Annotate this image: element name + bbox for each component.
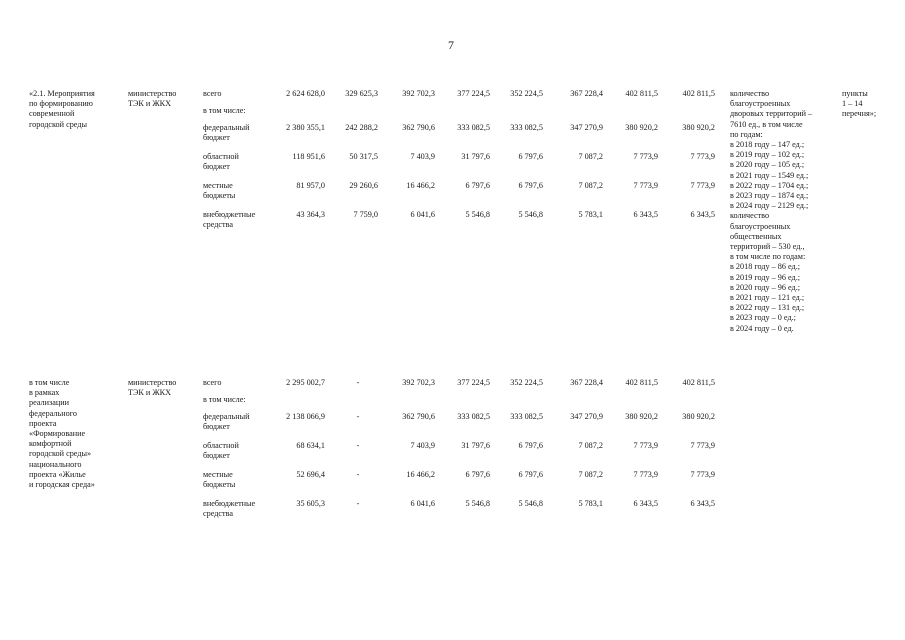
block2-name-line: реализации <box>29 398 70 408</box>
block2-row-label-line: в том числе: <box>203 395 246 404</box>
block2-name-line: в том числе <box>29 378 70 387</box>
block2-cell: 2 138 066,9 <box>286 412 325 421</box>
block2-row-label-line: бюджет <box>203 451 230 461</box>
block2-cell: - <box>356 378 360 387</box>
block2-executor-line: ТЭК и ЖКХ <box>128 388 172 398</box>
block2-cell: 380 920,2 <box>625 412 658 421</box>
block1-cell: 402 811,5 <box>625 89 658 98</box>
block2-cell: 6 797,6 <box>518 470 543 479</box>
block1-indicator-line: в 2023 году – 0 ед.; <box>730 313 796 323</box>
block1-row-label-line: всего <box>203 89 222 98</box>
block1-cell: 7 773,9 <box>633 152 658 161</box>
block1-cell: 7 759,0 <box>353 210 378 219</box>
block1-name-line: «2.1. Мероприятия <box>29 89 95 98</box>
block2-name-line: национального <box>29 459 82 469</box>
block1-points-line: пункты <box>842 89 868 98</box>
block1-executor-line: министерство <box>128 89 177 98</box>
block1-row-label-line: бюджет <box>203 133 230 143</box>
block1-indicator-line: благоустроенных <box>730 221 791 231</box>
block1-indicator-line: в 2022 году – 1704 ед.; <box>730 180 809 190</box>
block2-name-line: «Формирование <box>29 429 86 438</box>
block1-indicator-line: в 2019 году – 96 ед.; <box>730 272 801 282</box>
block2-name-line: городской среды» <box>29 449 92 459</box>
block2-cell: 362 790,6 <box>402 412 435 421</box>
block1-indicator-line: общественных <box>730 231 782 241</box>
block2-cell: - <box>356 441 360 450</box>
block1-cell: 392 702,3 <box>402 89 435 98</box>
block1-row-label-line: внебюджетные <box>203 210 256 219</box>
block1-row-label-line: в том числе: <box>203 106 246 115</box>
block1-cell: 402 811,5 <box>682 89 715 98</box>
block2-cell: 2 295 002,7 <box>286 378 325 387</box>
block2-row-label-line: внебюджетные <box>203 499 256 508</box>
block1-row-label-line: бюджеты <box>203 191 236 201</box>
block1-cell: 5 546,8 <box>518 210 543 219</box>
block1-cell: 6 797,6 <box>518 152 543 161</box>
block1-cell: 7 773,9 <box>690 152 715 161</box>
block1-indicator-line: в 2024 году – 2129 ед.; <box>730 201 809 211</box>
block1-cell: 6 343,5 <box>633 210 658 219</box>
block2-cell: 6 343,5 <box>690 499 715 508</box>
block1-cell: 6 041,6 <box>410 210 435 219</box>
block1-indicator-line: в 2021 году – 121 ед.; <box>730 293 805 302</box>
block1-name-line: по формированию <box>29 99 93 109</box>
block1-row-label-line: областной <box>203 152 239 161</box>
block2-cell: 333 082,5 <box>510 412 543 421</box>
block2-row-label-line: федеральный <box>203 412 250 421</box>
block2-cell: 367 228,4 <box>570 378 603 387</box>
block2-cell: 377 224,5 <box>457 378 490 387</box>
block1-cell: 2 380 355,1 <box>286 123 325 132</box>
block1-cell: 6 797,6 <box>465 181 490 190</box>
block1-indicator-line: количество <box>730 211 770 221</box>
block1-cell: 380 920,2 <box>625 123 658 132</box>
block2-cell: 7 773,9 <box>690 470 715 479</box>
block2-row-label-line: областной <box>203 441 239 450</box>
block1-cell: 333 082,5 <box>457 123 490 132</box>
block2-cell: 7 087,2 <box>578 470 603 479</box>
block2-cell: 68 634,1 <box>296 441 325 450</box>
block2-cell: 6 797,6 <box>465 470 490 479</box>
block2-cell: 7 773,9 <box>690 441 715 450</box>
block2-row-label-line: местные <box>203 470 233 479</box>
block1-indicator-line: в 2020 году – 96 ед.; <box>730 282 801 292</box>
block2-cell: 402 811,5 <box>682 378 715 387</box>
block2-cell: 7 773,9 <box>633 441 658 450</box>
block1-cell: 5 783,1 <box>578 210 603 219</box>
block1-indicator-line: в 2020 году – 105 ед.; <box>730 160 805 170</box>
block1-cell: 6 797,6 <box>518 181 543 190</box>
block1-cell: 347 270,9 <box>570 123 603 132</box>
block1-indicator-line: в 2019 году – 102 ед.; <box>730 150 805 160</box>
block1-cell: 7 087,2 <box>578 181 603 190</box>
block2-executor-line: министерство <box>128 378 177 387</box>
block2-row-label-line: бюджет <box>203 422 230 432</box>
block1-cell: 7 403,9 <box>410 152 435 161</box>
block2-cell: - <box>356 470 360 479</box>
block2-name-line: проекта <box>29 418 57 428</box>
block2-cell: 347 270,9 <box>570 412 603 421</box>
block2-cell: 6 797,6 <box>518 441 543 450</box>
block1-cell: 2 624 628,0 <box>286 89 325 98</box>
block1-indicator-line: в 2018 году – 86 ед.; <box>730 262 801 272</box>
block1-indicator-line: по годам: <box>730 129 763 139</box>
block2-cell: 392 702,3 <box>402 378 435 387</box>
block1-points-line: 1 – 14 <box>842 99 863 109</box>
block2-cell: 402 811,5 <box>625 378 658 387</box>
block2-cell: 7 403,9 <box>410 441 435 450</box>
block2-name-line: проекта «Жилье <box>29 469 86 479</box>
block2-cell: 6 041,6 <box>410 499 435 508</box>
block1-row-label-line: местные <box>203 181 233 190</box>
block2-cell: 35 605,3 <box>296 499 325 508</box>
block1-cell: 242 288,2 <box>345 123 378 132</box>
block1-cell: 362 790,6 <box>402 123 435 132</box>
block1-points-line: перечня»; <box>842 109 877 119</box>
block1-indicator-line: в 2018 году – 147 ед.; <box>730 140 805 149</box>
block1-name-line: городской среды <box>29 119 88 129</box>
block2-cell: 6 343,5 <box>633 499 658 508</box>
block1-indicator-line: в 2022 году – 131 ед.; <box>730 303 805 313</box>
block1-cell: 81 957,0 <box>296 181 325 190</box>
block1-indicator-line: в том числе по годам: <box>730 252 806 262</box>
block2-cell: 5 546,8 <box>518 499 543 508</box>
block1-indicator-line: территорий – 530 ед., <box>730 242 805 251</box>
block1-cell: 29 260,6 <box>349 181 378 190</box>
block1-name-line: современной <box>29 109 75 119</box>
block2-row-label-line: средства <box>203 509 234 519</box>
block1-executor-line: ТЭК и ЖКХ <box>128 99 172 109</box>
block1-indicator-line: в 2024 году – 0 ед. <box>730 323 794 333</box>
block1-cell: 7 087,2 <box>578 152 603 161</box>
block2-cell: 16 466,2 <box>406 470 435 479</box>
block2-row-label-line: всего <box>203 378 222 387</box>
block1-cell: 50 317,5 <box>349 152 378 161</box>
block1-row-label-line: бюджет <box>203 162 230 172</box>
block2-cell: 380 920,2 <box>682 412 715 421</box>
block2-cell: 352 224,5 <box>510 378 543 387</box>
block2-name-line: в рамках <box>29 388 60 398</box>
block2-cell: 52 696,4 <box>296 470 325 479</box>
block1-indicator-line: благоустроенных <box>730 99 791 109</box>
block2-row-label-line: бюджеты <box>203 480 236 490</box>
block1-cell: 329 625,3 <box>345 89 378 98</box>
block1-row-label-line: средства <box>203 220 234 230</box>
block1-indicator-line: дворовых территорий – <box>730 109 813 119</box>
block1-cell: 118 951,6 <box>292 152 325 161</box>
block1-cell: 377 224,5 <box>457 89 490 98</box>
block2-name-line: федерального <box>29 408 77 418</box>
block1-cell: 31 797,6 <box>461 152 490 161</box>
block1-cell: 7 773,9 <box>633 181 658 190</box>
block1-cell: 16 466,2 <box>406 181 435 190</box>
page-number: 7 <box>448 38 454 52</box>
block1-cell: 352 224,5 <box>510 89 543 98</box>
block1-cell: 333 082,5 <box>510 123 543 132</box>
block2-cell: 333 082,5 <box>457 412 490 421</box>
block2-cell: 7 087,2 <box>578 441 603 450</box>
block1-indicator-line: 7610 ед., в том числе <box>730 119 803 129</box>
block2-name-line: и городская среда» <box>29 480 95 489</box>
block1-cell: 5 546,8 <box>465 210 490 219</box>
block2-cell: 31 797,6 <box>461 441 490 450</box>
block2-cell: - <box>356 499 360 508</box>
block1-indicator-line: в 2023 году – 1874 ед.; <box>730 191 809 200</box>
block1-cell: 7 773,9 <box>690 181 715 190</box>
block1-cell: 6 343,5 <box>690 210 715 219</box>
block1-row-label-line: федеральный <box>203 123 250 132</box>
block2-cell: - <box>356 412 360 421</box>
block1-indicator-line: количество <box>730 89 770 98</box>
block2-name-line: комфортной <box>29 439 72 449</box>
block1-indicator-line: в 2021 году – 1549 ед.; <box>730 170 809 180</box>
block1-cell: 43 364,3 <box>296 210 325 219</box>
block1-cell: 367 228,4 <box>570 89 603 98</box>
block2-cell: 5 546,8 <box>465 499 490 508</box>
block2-cell: 5 783,1 <box>578 499 603 508</box>
block2-cell: 7 773,9 <box>633 470 658 479</box>
block1-cell: 380 920,2 <box>682 123 715 132</box>
